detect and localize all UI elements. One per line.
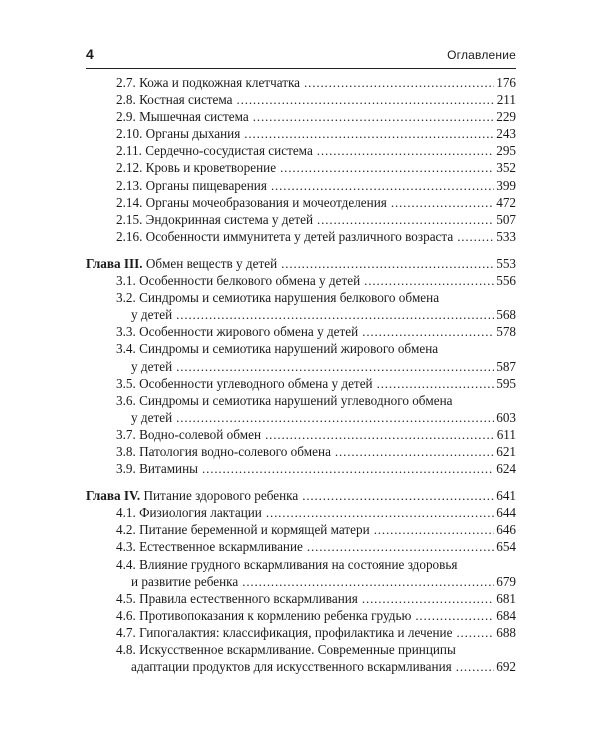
toc-entry[interactable] [86, 460, 516, 477]
page-ref: 211 [496, 92, 516, 108]
dot-leader [253, 108, 494, 125]
page-ref: 621 [496, 443, 516, 459]
section-number: 2.14. [116, 194, 143, 210]
page-ref: 176 [496, 75, 516, 90]
dot-leader [377, 375, 495, 392]
toc-entry-continuation[interactable] [86, 573, 516, 590]
toc-entry-continuation[interactable] [86, 409, 516, 426]
toc-group-chapter3 [86, 255, 516, 477]
dot-leader [304, 74, 494, 91]
toc-entry[interactable] [86, 590, 516, 607]
toc-entry-continuation[interactable] [86, 658, 516, 675]
page-ref: 646 [496, 522, 516, 538]
section-number: 2.9. [116, 109, 136, 125]
page-ref: 611 [496, 426, 516, 442]
section-title: Синдромы и семиотика нарушений жирового обмена [139, 341, 439, 357]
toc-entry[interactable] [86, 521, 516, 538]
section-title-continuation: у детей [131, 409, 173, 425]
section-number: 4.5. [116, 590, 136, 606]
header-rule [86, 68, 516, 69]
section-number: 4.4. [116, 556, 136, 572]
section-number: 4.3. [116, 539, 136, 555]
toc-entry[interactable] [86, 194, 516, 211]
page-ref: 553 [496, 255, 516, 271]
chapter-label: Глава III. [86, 255, 143, 271]
dot-leader [362, 323, 494, 340]
section-title: Эндокринная система у детей [145, 211, 314, 227]
section-number: 3.8. [116, 443, 136, 459]
page-ref: 533 [496, 228, 516, 244]
page-ref: 654 [496, 539, 516, 555]
section-title: Правила естественного вскармливания [139, 590, 358, 606]
dot-leader [362, 590, 494, 607]
page-ref: 399 [496, 177, 516, 193]
section-title-continuation: адаптации продуктов для искусственного вскармливания [131, 659, 452, 675]
toc-entry[interactable] [86, 142, 516, 159]
section-title: Органы пищеварения [145, 177, 267, 193]
page-ref: 472 [496, 194, 516, 210]
section-title: Сердечно-сосудистая система [145, 143, 313, 159]
dot-leader [244, 125, 494, 142]
section-title: Кровь и кроветворение [145, 160, 277, 176]
table-of-contents [86, 74, 516, 685]
section-title: Гипогалактия: классификация, профилактика и лечение [139, 624, 453, 640]
section-title: Особенности белкового обмена у детей [139, 273, 361, 289]
toc-entry[interactable] [86, 392, 516, 409]
section-number: 3.3. [116, 324, 136, 340]
section-title: Искусственное вскармливание. Современные принципы [139, 642, 456, 657]
section-title: Мышечная система [139, 109, 249, 125]
section-number: 2.16. [116, 228, 143, 244]
page-ref: 692 [496, 659, 516, 675]
section-number: 2.15. [116, 211, 143, 227]
dot-leader [176, 358, 494, 375]
page-header [86, 46, 516, 62]
dot-leader [265, 426, 495, 443]
dot-leader [335, 443, 494, 460]
dot-leader [271, 177, 494, 194]
page-ref: 587 [496, 358, 516, 374]
toc-entry[interactable] [86, 426, 516, 443]
toc-entry[interactable] [86, 323, 516, 340]
toc-entry[interactable] [86, 108, 516, 125]
page-ref: 578 [496, 324, 516, 340]
page-ref: 679 [496, 573, 516, 589]
dot-leader [456, 624, 494, 641]
toc-entry[interactable] [86, 443, 516, 460]
section-title: Влияние грудного вскармливания на состояние здоровья [139, 556, 458, 572]
dot-leader [176, 409, 494, 426]
dot-leader [391, 194, 494, 211]
section-number: 3.4. [116, 341, 136, 357]
section-number: 3.5. [116, 375, 136, 391]
section-number: 4.1. [116, 505, 136, 521]
section-title: Водно-солевой обмен [139, 426, 262, 442]
toc-entry-continuation[interactable] [86, 306, 516, 323]
dot-leader [237, 91, 495, 108]
section-number: 2.10. [116, 126, 143, 142]
section-title: Синдромы и семиотика нарушений углеводного обмена [139, 392, 453, 408]
page-ref: 603 [496, 409, 516, 425]
section-title: Органы дыхания [145, 126, 241, 142]
section-number: 3.7. [116, 426, 136, 442]
section-title: Витамины [139, 461, 199, 477]
chapter-entry[interactable] [86, 487, 516, 504]
page-ref: 295 [496, 143, 516, 159]
toc-entry-continuation[interactable] [86, 358, 516, 375]
toc-entry[interactable] [86, 289, 516, 306]
dot-leader [415, 607, 494, 624]
section-title-continuation: и развитие ребенка [131, 573, 239, 589]
section-number: 4.2. [116, 522, 136, 538]
page-ref: 243 [496, 126, 516, 142]
page-ref: 507 [496, 211, 516, 227]
section-number: 4.6. [116, 607, 136, 623]
dot-leader [202, 460, 494, 477]
page-ref: 688 [496, 624, 516, 640]
page-number: 4 [86, 46, 94, 62]
section-title-continuation: у детей [131, 307, 173, 323]
toc-entry[interactable] [86, 641, 516, 658]
section-number: 2.12. [116, 160, 143, 176]
page-ref: 568 [496, 307, 516, 323]
dot-leader [457, 228, 494, 245]
section-number: 2.11. [116, 143, 142, 159]
page-ref: 641 [496, 488, 516, 504]
dot-leader [302, 487, 494, 504]
toc-entry[interactable] [86, 74, 516, 91]
chapter-title: Обмен веществ у детей [145, 255, 278, 271]
toc-entry[interactable] [86, 177, 516, 194]
section-title: Физиология лактации [139, 505, 262, 521]
section-title: Патология водно-солевого обмена [139, 443, 331, 459]
dot-leader [364, 272, 494, 289]
toc-entry[interactable] [86, 91, 516, 108]
chapter-title: Питание здорового ребенка [143, 488, 299, 504]
toc-entry[interactable] [86, 228, 516, 245]
toc-entry[interactable] [86, 340, 516, 357]
section-title: Синдромы и семиотика нарушения белкового обмена [139, 290, 440, 306]
section-title: Противопоказания к кормлению ребенка грудью [139, 607, 412, 623]
dot-leader [281, 255, 494, 272]
section-title: Кожа и подкожная клетчатка [139, 75, 301, 90]
toc-entry[interactable] [86, 556, 516, 573]
section-number: 3.1. [116, 273, 136, 289]
section-title: Органы мочеобразования и мочеотделения [145, 194, 387, 210]
section-number: 3.2. [116, 290, 136, 306]
section-title: Естественное вскармливание [139, 539, 303, 555]
toc-entry[interactable] [86, 504, 516, 521]
page-ref: 681 [496, 590, 516, 606]
chapter-entry[interactable] [86, 255, 516, 272]
toc-group-chapter2 [86, 74, 516, 245]
dot-leader [242, 573, 494, 590]
dot-leader [317, 211, 494, 228]
dot-leader [307, 538, 494, 555]
section-title: Питание беременной и кормящей матери [139, 522, 370, 538]
page-ref: 595 [496, 375, 516, 391]
toc-entry[interactable] [86, 272, 516, 289]
section-title-continuation: у детей [131, 358, 173, 374]
page-ref: 624 [496, 461, 516, 477]
toc-entry[interactable] [86, 607, 516, 624]
dot-leader [317, 142, 494, 159]
toc-entry[interactable] [86, 538, 516, 555]
running-title: Оглавление [447, 48, 516, 62]
dot-leader [266, 504, 494, 521]
dot-leader [456, 658, 495, 675]
section-title: Особенности углеводного обмена у детей [139, 375, 373, 391]
dot-leader [374, 521, 495, 538]
toc-entry[interactable] [86, 375, 516, 392]
section-title: Особенности жирового обмена у детей [139, 324, 359, 340]
page-ref: 684 [496, 607, 516, 623]
toc-entry[interactable] [86, 624, 516, 641]
page-ref: 352 [496, 160, 516, 176]
section-number: 3.9. [116, 461, 136, 477]
dot-leader [280, 159, 494, 176]
page-ref: 644 [496, 505, 516, 521]
section-number: 3.6. [116, 392, 136, 408]
page-ref: 229 [496, 109, 516, 125]
section-number: 2.8. [116, 92, 136, 108]
section-number: 4.8. [116, 642, 136, 657]
toc-entry[interactable] [86, 125, 516, 142]
dot-leader [176, 306, 494, 323]
toc-entry[interactable] [86, 159, 516, 176]
chapter-label: Глава IV. [86, 488, 141, 504]
section-title: Костная система [139, 92, 233, 108]
section-title: Особенности иммунитета у детей различного возраста [145, 228, 454, 244]
page-ref: 556 [496, 273, 516, 289]
section-number: 2.13. [116, 177, 143, 193]
section-number: 4.7. [116, 624, 136, 640]
section-number: 2.7. [116, 75, 136, 90]
toc-group-chapter4 [86, 487, 516, 675]
toc-entry[interactable] [86, 211, 516, 228]
